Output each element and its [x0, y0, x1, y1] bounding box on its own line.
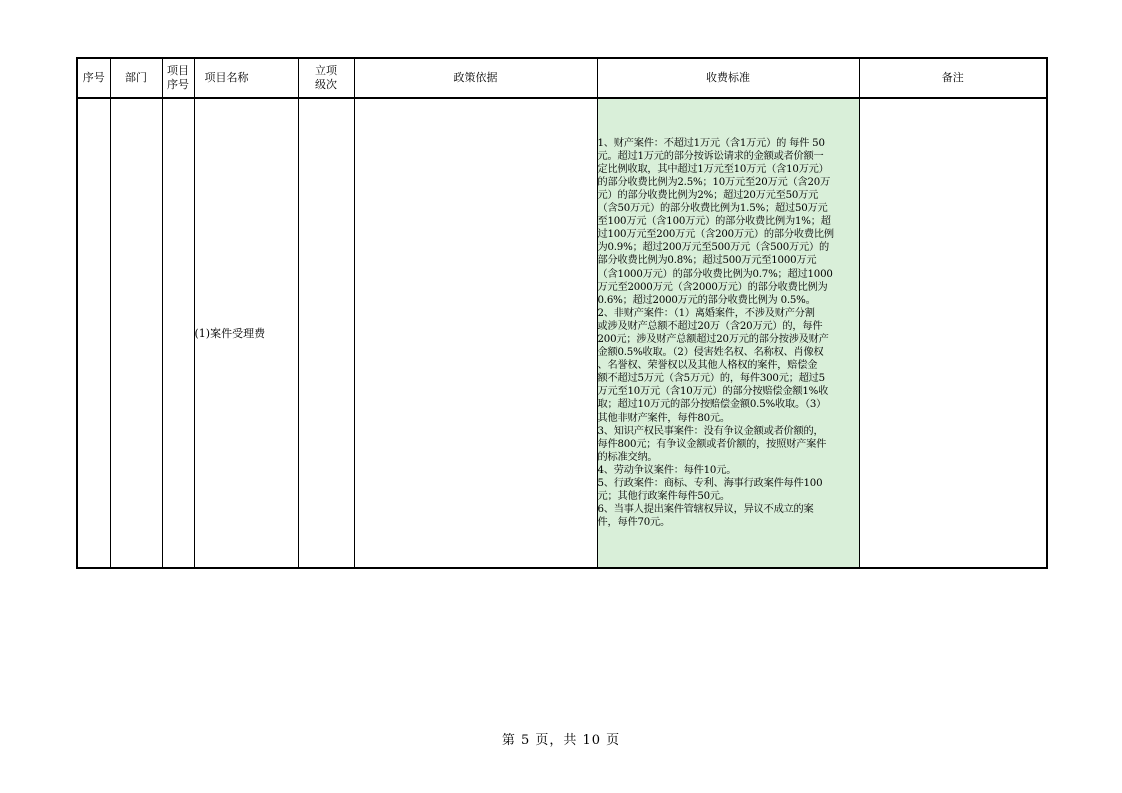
fee-standard-line: 6、当事人提出案件管辖权异议，异议不成立的案	[597, 504, 814, 516]
header-item-seq-line2: 序号	[167, 78, 189, 91]
fee-standard-line: 1、财产案件：不超过1万元（含1万元）的 每件 50	[597, 137, 825, 149]
header-level-line2: 级次	[315, 78, 337, 91]
header-row	[77, 58, 1047, 98]
fee-standard-text	[598, 137, 859, 530]
fee-standard-line: 取；超过10万元的部分按赔偿金额0.5%收取。（3）	[597, 399, 827, 411]
fee-standard-line: 5、行政案件：商标、专利、海事行政案件每件100	[597, 478, 823, 490]
cell-remark	[859, 98, 1047, 568]
cell-dept	[110, 98, 162, 568]
fee-standard-line: 额不超过5万元（含5万元）的，每件300元；超过5	[597, 373, 825, 385]
fee-standard-line: 部分收费比例为0.8%；超过500万元至1000万元	[597, 255, 817, 267]
fee-standard-line: 2、非财产案件：（1）离婚案件，不涉及财产分割	[597, 307, 815, 319]
header-fee: 收费标准	[597, 58, 859, 98]
header-level-line1: 立项	[315, 64, 337, 77]
fee-standard-line: 元）的部分收费比例为2%；超过20万元至50万元	[597, 189, 819, 201]
fee-standard-line: 元。超过1万元的部分按诉讼请求的金额或者价额一	[597, 150, 824, 162]
table-row	[77, 98, 1047, 568]
fee-standard-line: 金额0.5%收取。（2）侵害姓名权、名称权、肖像权	[597, 347, 824, 359]
cell-seq	[77, 98, 110, 568]
fee-standard-line: 定比例收取，其中超过1万元至10万元（含10万元）	[597, 163, 829, 175]
header-item-name: 项目名称	[194, 58, 298, 98]
header-level	[298, 58, 354, 98]
cell-level	[298, 98, 354, 568]
page-footer: 第 5 页，共 10 页	[501, 733, 621, 748]
cell-item-seq	[162, 98, 194, 568]
header-dept: 部门	[110, 58, 162, 98]
header-seq: 序号	[77, 58, 110, 98]
fee-standard-line: 、名誉权、荣誉权以及其他人格权的案件，赔偿金	[597, 360, 818, 372]
fee-standard-line: 4、劳动争议案件：每件10元。	[597, 464, 737, 476]
fee-standard-line: 的部分收费比例为2.5%；10万元至20万元（含20万	[597, 176, 831, 188]
fee-standard-line: 或涉及财产总额不超过20万（含20万元）的，每件	[597, 320, 823, 332]
fee-standard-line: 件，每件70元。	[597, 517, 670, 529]
fee-standard-line: 每件800元；有争议金额或者价额的，按照财产案件	[597, 438, 827, 450]
fee-standard-line: 万元至2000万元（含2000万元）的部分收费比例为	[597, 281, 828, 293]
fee-standard-line: 其他非财产案件，每件80元。	[597, 412, 730, 424]
fee-standard-line: 过100万元至200万元（含200万元）的部分收费比例	[597, 229, 834, 241]
header-policy: 政策依据	[354, 58, 597, 98]
header-item-seq-line1: 项目	[167, 64, 189, 77]
fee-table	[76, 57, 1048, 569]
fee-standard-line: （含1000万元）的部分收费比例为0.7%；超过1000	[597, 268, 833, 280]
fee-standard-line: 200元；涉及财产总额超过20万元的部分按涉及财产	[597, 334, 829, 345]
cell-fee-standard	[597, 98, 859, 568]
fee-standard-line: 0.6%；超过2000万元的部分收费比例为 0.5%。	[597, 294, 816, 306]
fee-standard-line: 为0.9%；超过200万元至500万元（含500万元）的	[597, 242, 829, 254]
fee-standard-line: 万元至10万元（含10万元）的部分按赔偿金额1%收	[597, 386, 829, 398]
fee-standard-line: 元；其他行政案件每件50元。	[597, 491, 730, 503]
cell-item-name: (1)案件受理费	[194, 98, 298, 568]
header-item-seq	[162, 58, 194, 98]
fee-standard-line: 的标准交纳。	[597, 451, 658, 463]
cell-policy	[354, 98, 597, 568]
fee-standard-line: 至100万元（含100万元）的部分收费比例为1%；超	[597, 216, 831, 228]
fee-standard-line: （含50万元）的部分收费比例为1.5%；超过50万元	[597, 203, 828, 215]
fee-standard-line: 3、知识产权民事案件：没有争议金额或者价额的，	[597, 425, 824, 437]
header-remark: 备注	[859, 58, 1047, 98]
